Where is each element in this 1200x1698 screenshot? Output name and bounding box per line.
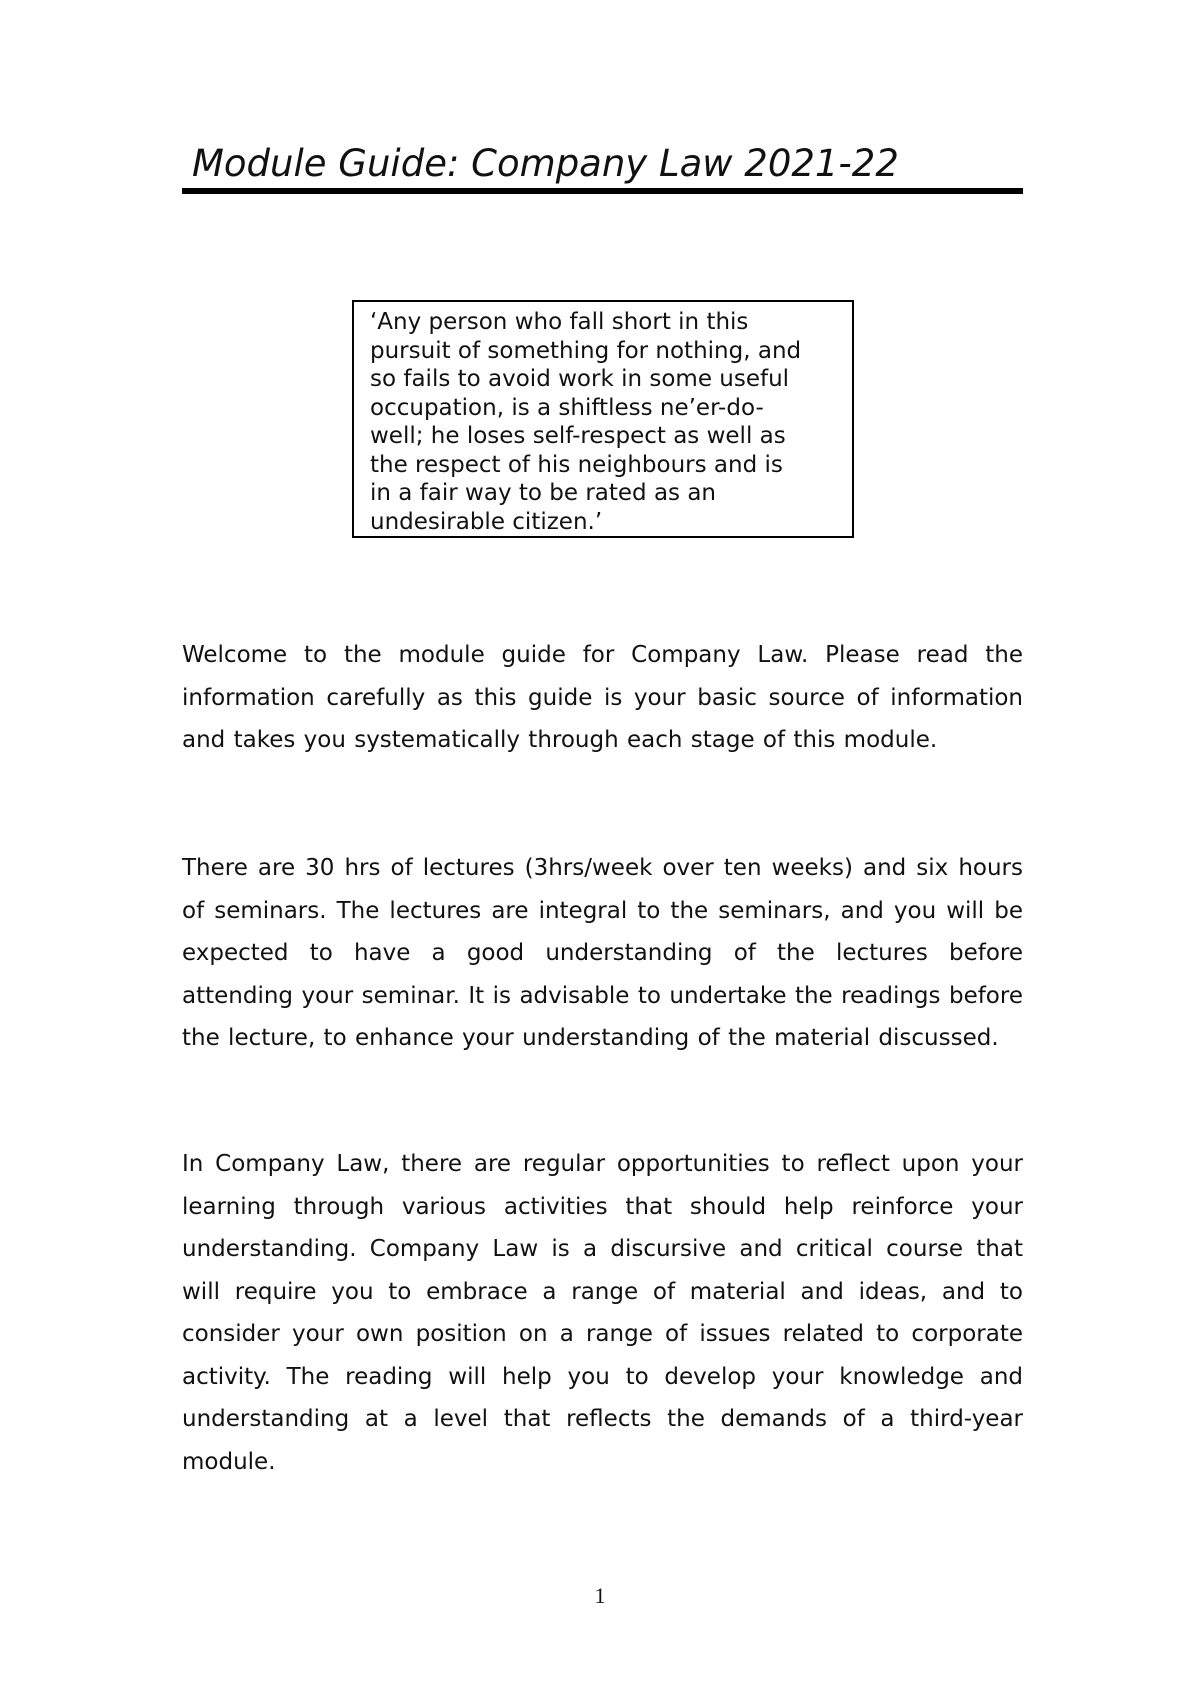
quote-line: so fails to avoid work in some useful	[370, 366, 790, 392]
document-title: Module Guide: Company Law 2021-22	[192, 142, 899, 185]
quote-line: the respect of his neighbours and is	[370, 451, 783, 478]
quote-line: pursuit of something for nothing, and	[370, 337, 802, 364]
quote-box	[352, 300, 854, 538]
page-number: 1	[594, 1583, 606, 1608]
intro-paragraph: Welcome to the module guide for Company Law. Please read the information carefully as this guide is your basic source of information and takes you systematically through each stage of this module.	[182, 642, 1023, 753]
quote-line: in a fair way to be rated as an	[370, 480, 717, 506]
lectures-paragraph: There are 30 hrs of lectures (3hrs/week over ten weeks) and six hours of seminars. The lectures are integral to the seminars, and you will be expected to have a good understanding of the lectures before attending your seminar. It is advisable to undertake the readings before the lecture, to enhance your understanding of the material discussed.	[182, 855, 1023, 1051]
quote-line: ‘Any person who fall short in this	[370, 309, 749, 335]
quote-line: undesirable citizen.’	[370, 508, 603, 535]
quote-line: well; he loses self-respect as well as	[370, 423, 786, 449]
quote-line: occupation, is a shiftless ne’er-do-	[370, 394, 764, 421]
title-underline	[182, 188, 1023, 194]
learning-paragraph: In Company Law, there are regular opportunities to reflect upon your learning through various activities that should help reinforce your understanding. Company Law is a discursive and critical course that will require you to embrace a range of material and ideas, and to consider your own position on a range of issues related to corporate activity. The reading will help you to develop your knowledge and understanding at a level that reflects the demands of a third-year module.	[182, 1151, 1023, 1475]
